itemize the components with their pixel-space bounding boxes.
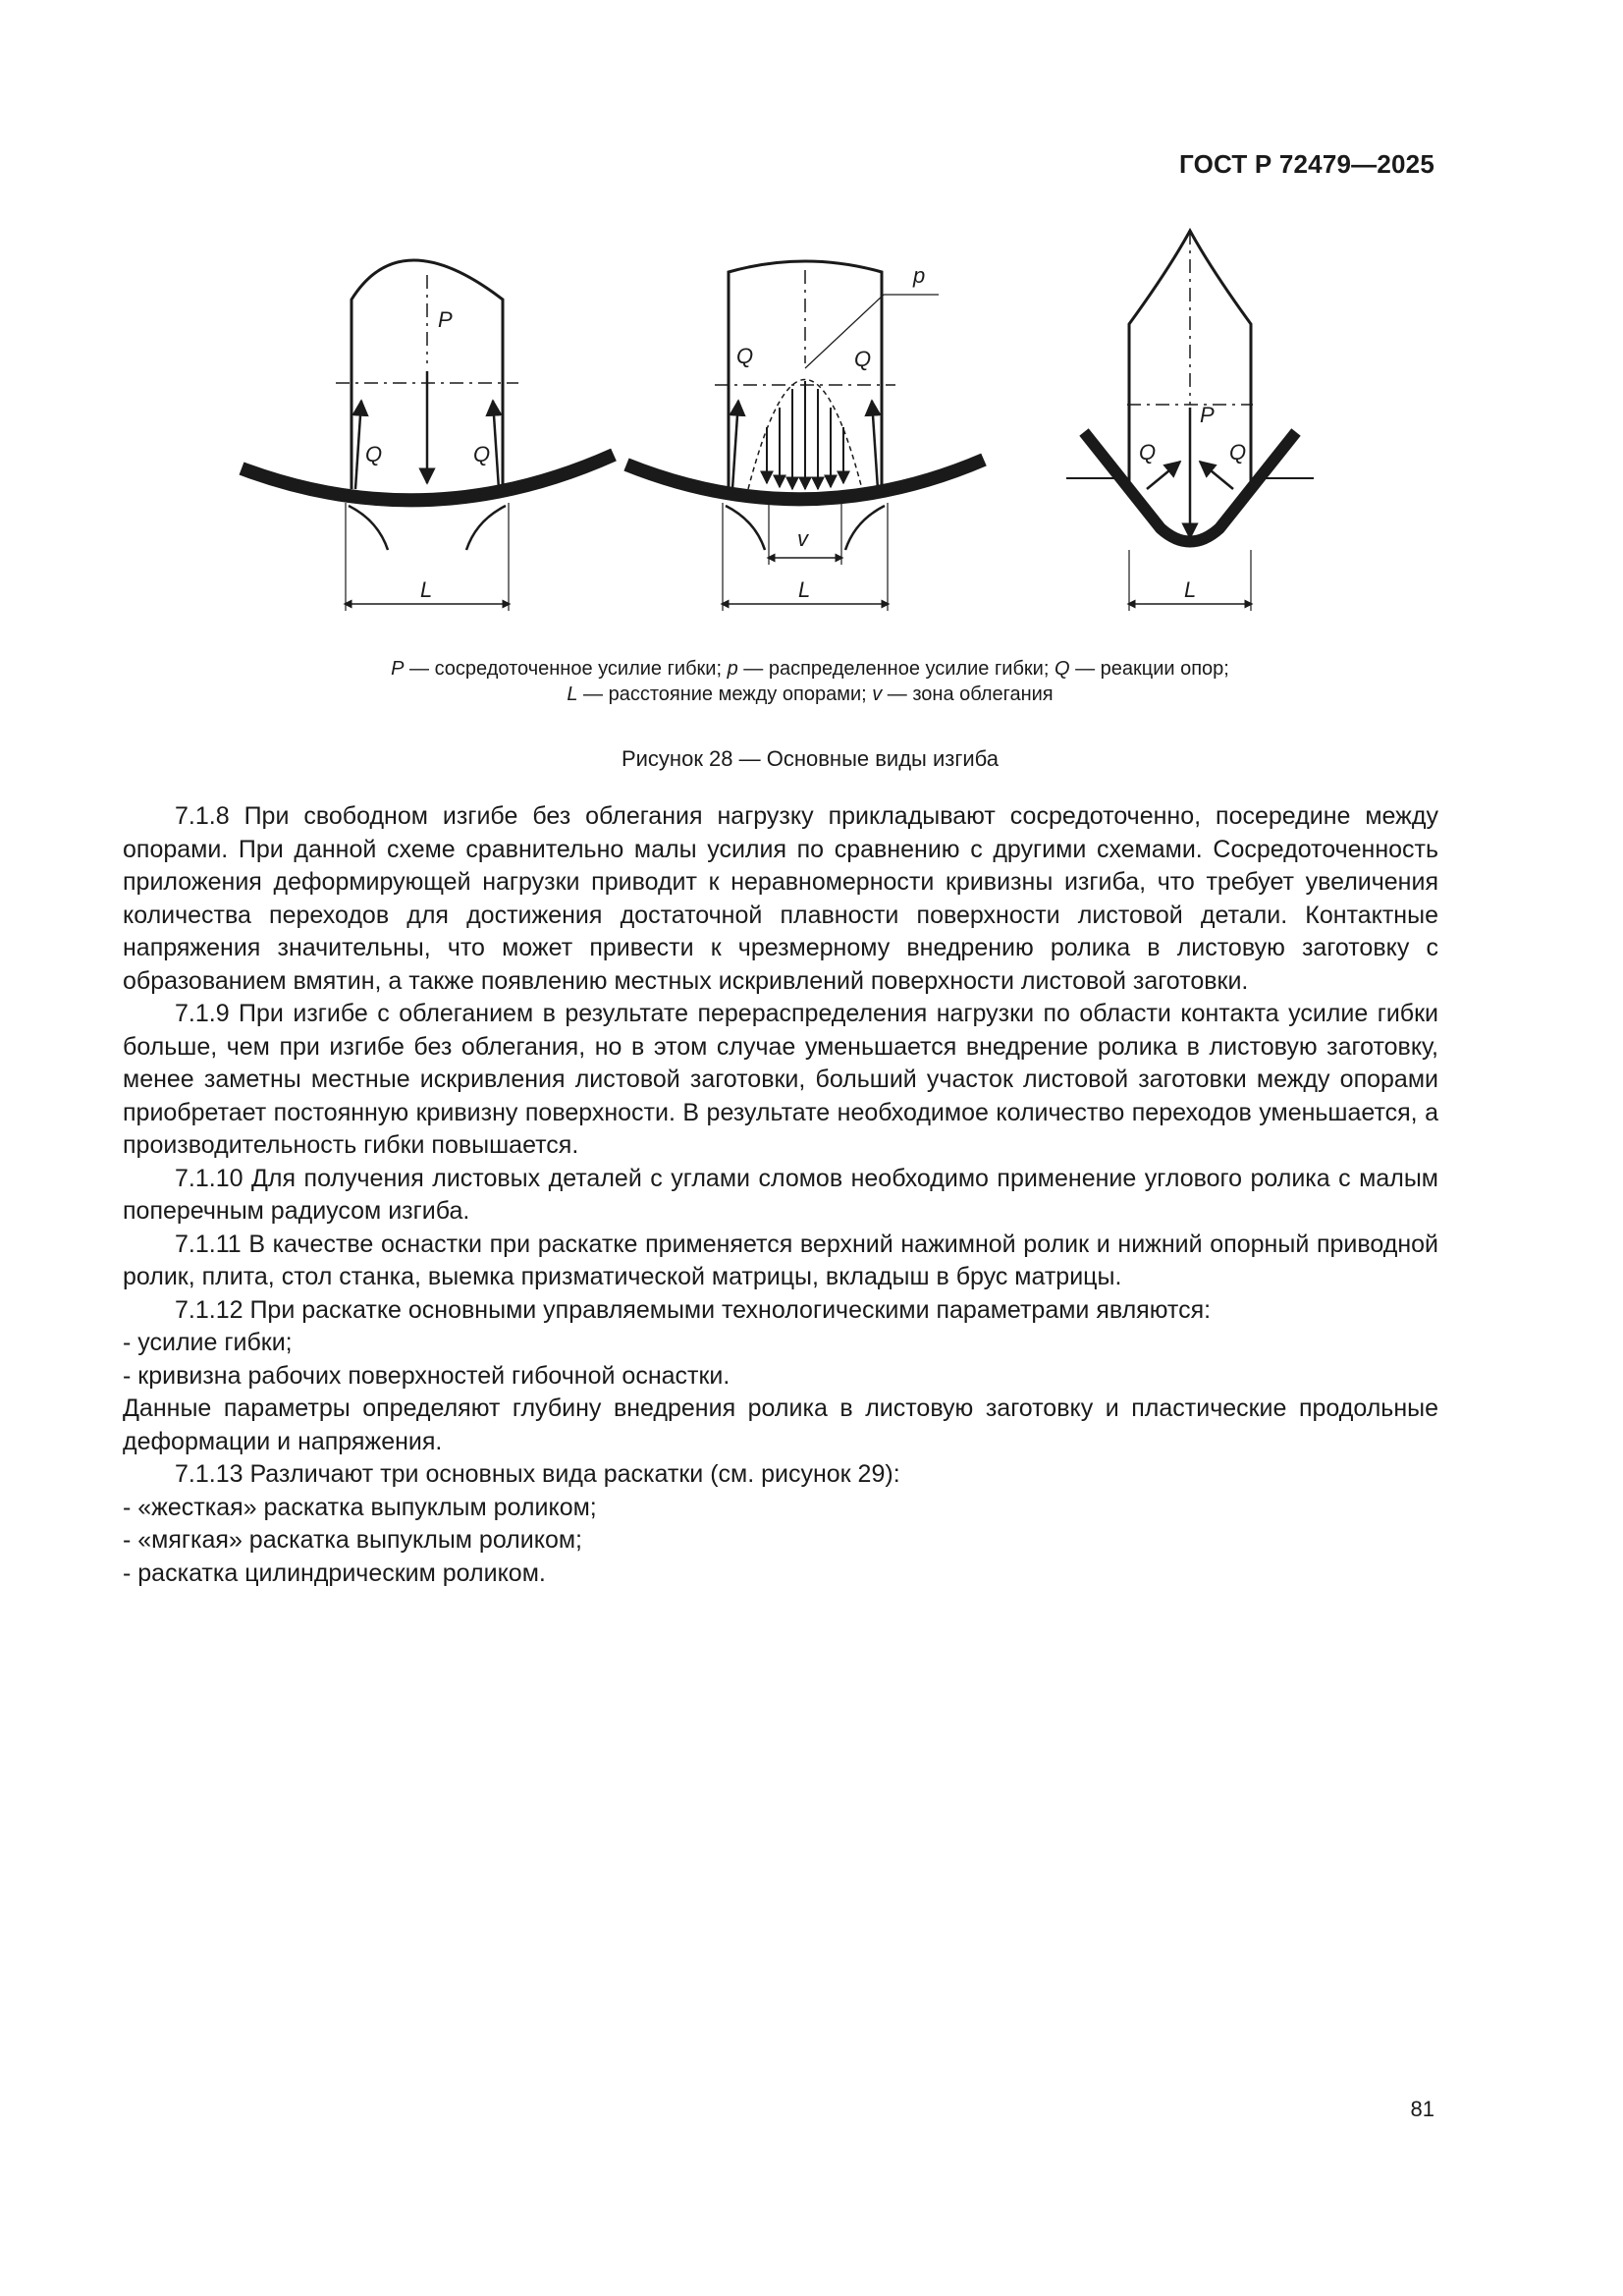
page-number: 81 bbox=[1410, 2097, 1434, 2121]
list-item: - кривизна рабочих поверхностей гибочной оснастки. bbox=[123, 1361, 730, 1390]
support-left-1 bbox=[349, 506, 388, 550]
support-right-1 bbox=[466, 506, 506, 550]
label-L: L bbox=[798, 577, 811, 602]
bending-diagram bbox=[226, 226, 1335, 619]
paragraph: 7.1.8 При свободном изгибе без облегания нагрузку прикладывают сосредоточенно, посередине между опорами. При данной схеме сравнительно малы усилия по сравнению с другими схемами. Сосредоточенность приложения деформирующей нагрузки приводит к неравномерности кривизны изгиба, что требует увеличения количества переходов для достижения достаточной плавности поверхности листовой детали. Контактные напряжения значительны, что может привести к чрезмерному внедрению ролика в листовую заготовку с образованием вмятин, а также появлению местных искривлений поверхности листовой заготовки. bbox=[123, 802, 1438, 995]
label-v: v bbox=[797, 526, 808, 551]
list-item: - «жесткая» раскатка выпуклым роликом; bbox=[123, 1493, 597, 1521]
paragraph: 7.1.11 В качестве оснастки при раскатке применяется верхний нажимной ролик и нижний опорный приводной ролик, плита, стол станка, выемка призматической матрицы, вкладыш в брус матрицы. bbox=[123, 1230, 1438, 1290]
paragraph: 7.1.9 При изгибе с облеганием в результате перераспределения нагрузки по области контакта усилие гибки больше, чем при изгибе без облегания, но в этом случае уменьшается внедрение ролика в листовую заготовку, менее заметны местные искривления листовой заготовки, больший участок листовой заготовки между опорами приобретает постоянную кривизну поверхности. В результате необходимое количество переходов уменьшается, а производительность гибки повышается. bbox=[123, 1000, 1438, 1159]
legend-text: — сосредоточенное усилие гибки; bbox=[404, 658, 728, 680]
label-Q: Q bbox=[736, 344, 754, 368]
label-L: L bbox=[1184, 577, 1197, 602]
legend-line-1 bbox=[187, 656, 1434, 682]
reaction-Q-right bbox=[493, 401, 499, 489]
legend-symbol: P bbox=[391, 658, 405, 680]
label-Q: Q bbox=[1139, 440, 1157, 465]
label-p: p bbox=[913, 263, 926, 288]
label-L: L bbox=[420, 577, 433, 602]
document-header: ГОСТ Р 72479—2025 bbox=[1179, 149, 1434, 179]
body-text bbox=[123, 800, 1438, 1590]
figure-caption: Рисунок 28 — Основные виды изгиба bbox=[621, 746, 1000, 771]
list-item: - усилие гибки; bbox=[123, 1329, 293, 1356]
label-Q: Q bbox=[854, 347, 872, 371]
reaction-Q-left bbox=[355, 401, 361, 489]
diagram-wrap-bending bbox=[626, 261, 984, 611]
leader-p bbox=[805, 295, 884, 368]
paragraph: 7.1.13 Различают три основных вида раскатки (см. рисунок 29): bbox=[175, 1460, 900, 1488]
legend-line-2 bbox=[187, 682, 1434, 707]
list-item: - «мягкая» раскатка выпуклым роликом; bbox=[123, 1526, 582, 1554]
label-Q: Q bbox=[1229, 440, 1247, 465]
label-P: P bbox=[1200, 403, 1215, 427]
figure-28 bbox=[226, 226, 1335, 619]
paragraph: Данные параметры определяют глубину внедрения ролика в листовую заготовку и пластические продольные деформации и напряжения. bbox=[123, 1394, 1438, 1455]
legend-text: — распределенное усилие гибки; bbox=[737, 658, 1055, 680]
legend-text: — реакции опор; bbox=[1069, 658, 1229, 680]
label-Q: Q bbox=[365, 442, 383, 466]
legend-symbol: p bbox=[727, 658, 738, 680]
legend-text: — расстояние между опорами; bbox=[577, 683, 873, 705]
diagram-angle-bending bbox=[1066, 231, 1314, 611]
legend-symbol: Q bbox=[1054, 658, 1070, 680]
diagram-free-bending bbox=[242, 260, 614, 611]
list-item: - раскатка цилиндрическим роликом. bbox=[123, 1558, 546, 1587]
support-left-2 bbox=[726, 506, 765, 550]
support-right-2 bbox=[845, 506, 885, 550]
paragraph: 7.1.12 При раскатке основными управляемыми технологическими параметрами являются: bbox=[175, 1295, 1212, 1324]
legend-text: — зона облегания bbox=[882, 683, 1054, 705]
paragraph: 7.1.10 Для получения листовых деталей с углами сломов необходимо применение углового ролика с малым поперечным радиусом изгиба. bbox=[123, 1164, 1438, 1225]
label-P: P bbox=[438, 307, 453, 332]
legend-symbol: L bbox=[567, 683, 578, 705]
figure-legend bbox=[187, 656, 1434, 707]
label-Q: Q bbox=[473, 442, 491, 466]
legend-symbol: v bbox=[872, 683, 883, 705]
